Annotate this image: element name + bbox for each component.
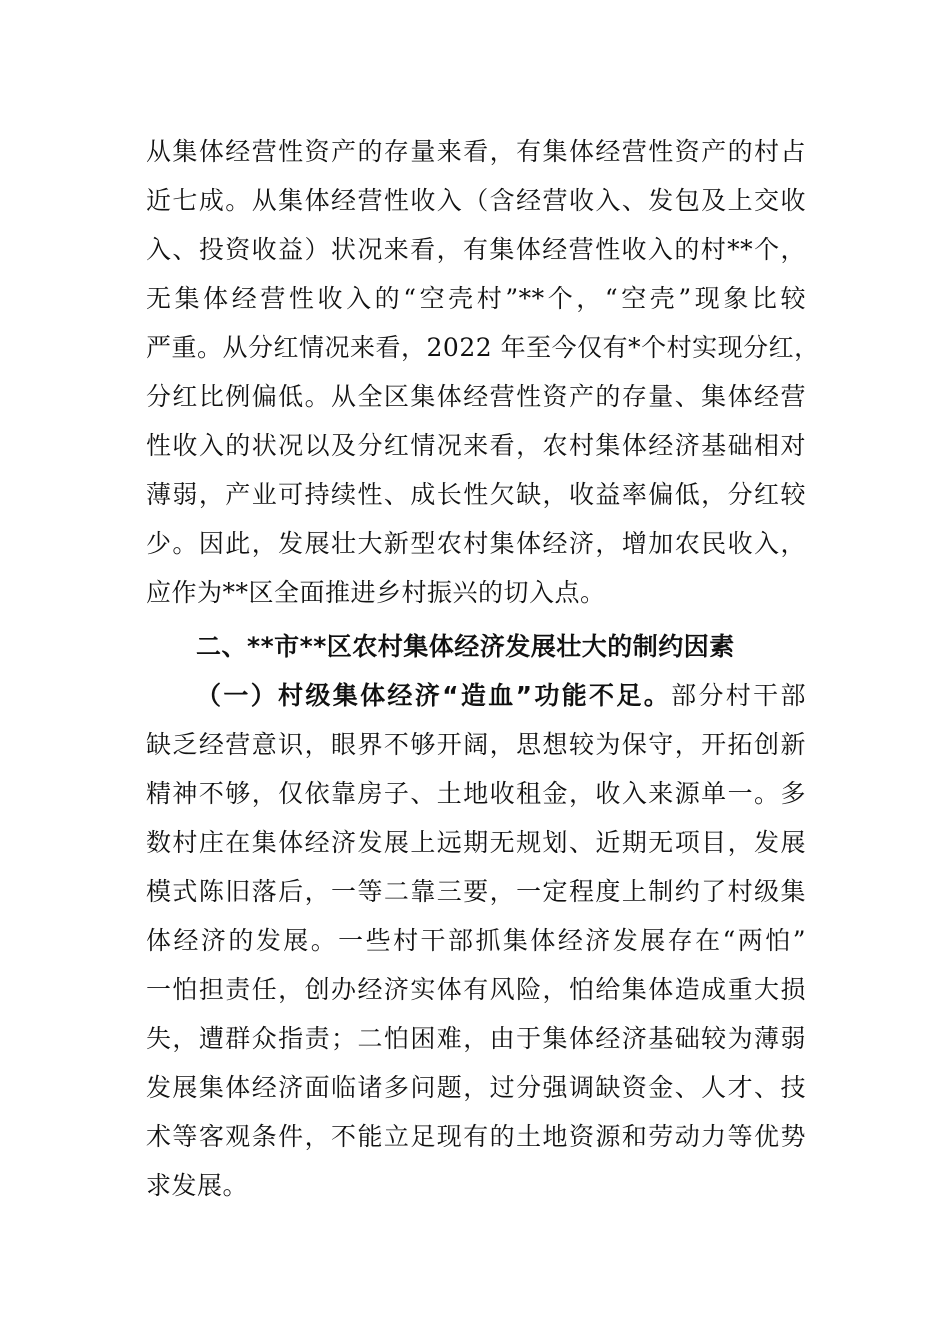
paragraph-line: 模式陈旧落后，一等二靠三要，一定程度上制约了村级集 [146,877,806,906]
subsection-first-line [196,676,806,716]
paragraph-line: 从集体经营性资产的存量来看，有集体经营性资产的村占 [146,137,806,166]
paragraph-line: 分红比例偏低。从全区集体经营性资产的存量、集体经营 [146,382,806,411]
paragraph-line: 一怕担责任，创办经济实体有风险，怕给集体造成重大损 [146,975,806,1004]
paragraph-line: 缺乏经营意识，眼界不够开阔，思想较为保守，开拓创新 [146,730,806,759]
paragraph-line: 薄弱，产业可持续性、成长性欠缺，收益率偏低，分红较 [146,480,806,509]
paragraph-line: 求发展。 [146,1171,249,1200]
paragraph-line: 性收入的状况以及分红情况来看，农村集体经济基础相对 [146,431,806,460]
subsection-first-line-rest: 部分村干部 [671,681,806,710]
paragraph-line: 严重。从分红情况来看，2022 年至今仅有*个村实现分红， [146,333,820,362]
paragraph-line: 体经济的发展。一些村干部抓集体经济发展存在“两怕” [146,926,806,955]
paragraph-line: 无集体经营性收入的“空壳村”**个，“空壳”现象比较 [146,284,806,313]
paragraph-line: 数村庄在集体经济发展上远期无规划、近期无项目，发展 [146,828,806,857]
paragraph-line: 发展集体经济面临诸多问题，过分强调缺资金、人才、技 [146,1073,806,1102]
paragraph-line: 精神不够，仅依靠房子、土地收租金，收入来源单一。多 [146,779,806,808]
paragraph-line: 近七成。从集体经营性收入（含经营收入、发包及上交收 [146,186,806,215]
paragraph-line: 入、投资收益）状况来看，有集体经营性收入的村**个， [146,235,806,264]
subsection-title: （一）村级集体经济“造血”功能不足。 [196,681,672,710]
paragraph-line: 术等客观条件，不能立足现有的土地资源和劳动力等优势 [146,1122,806,1151]
section-heading: 二、**市**区农村集体经济发展壮大的制约因素 [196,632,735,661]
paragraph-line: 失，遭群众指责；二怕困难，由于集体经济基础较为薄弱 [146,1024,806,1053]
paragraph-line: 应作为**区全面推进乡村振兴的切入点。 [146,578,606,607]
paragraph-line: 少。因此，发展壮大新型农村集体经济，增加农民收入， [146,529,806,558]
